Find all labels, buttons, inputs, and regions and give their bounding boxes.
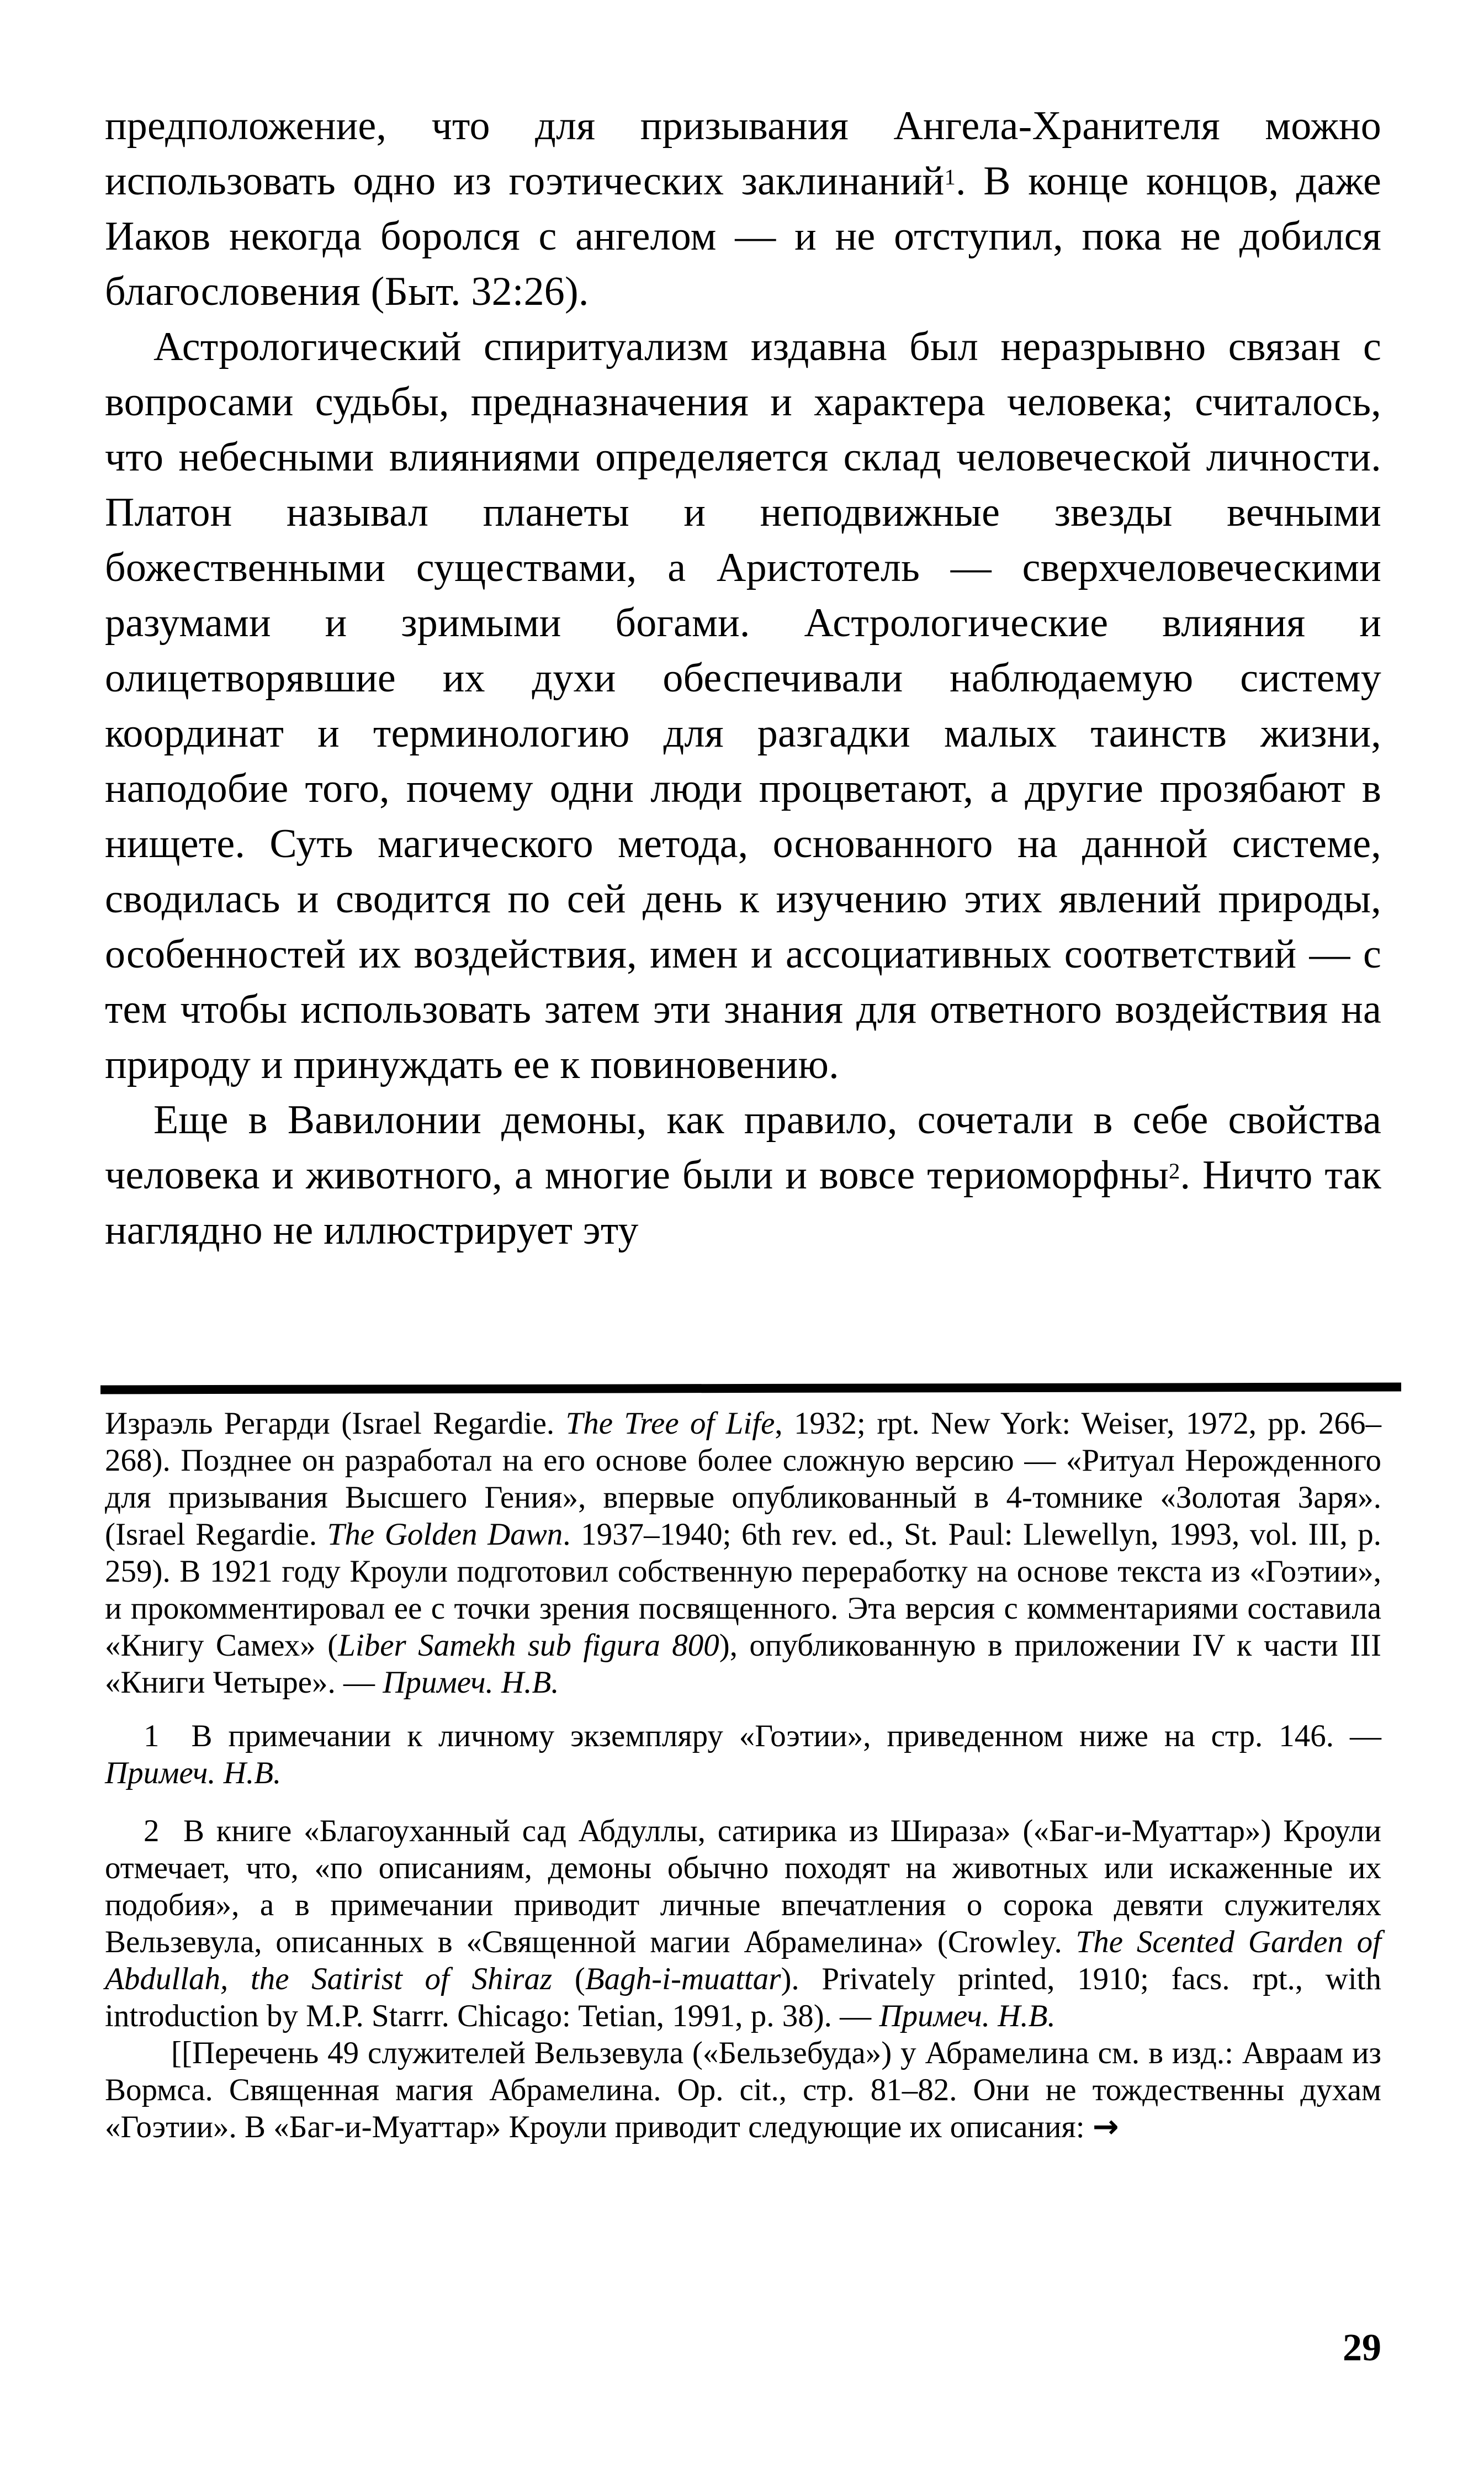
editorial-note: [[Перечень 49 служителей Вельзевула («Бельзебуда») у Абрамелина см. в изд.: Авраам из Вормса. Священная магия Абрамелина. Op. cit., стр. 81–82. Они не тождественны духам «Гоэтии». В «Баг-и-Муаттар» Кроули приводит следующие их описания: → — [105, 2036, 1381, 2145]
footnote-1: 1 В примечании к личному экземпляру «Гоэтии», приведенном ниже на стр. 146. — Примеч. Н.В. — [105, 1719, 1381, 1790]
footnote-2: 2 В книге «Благоуханный сад Абдуллы, сатирика из Шираза» («Баг-и-Муаттар») Кроули отмечает, что, «по описаниям, демоны обычно походят на животных или искаженные их подобия», а в примечании приводит личные впечатления о сорока девяти служителях Вельзевула, описанных в «Священной магии Абрамелина» (Crowley. The Scented Garden of Abdullah, the Satirist of Shiraz (Bagh-i-muattar). Privately printed, 1910; facs. rpt., with introduction by M.P. Starrr. Chicago: Tetian, 1991, p. 38). — Примеч. Н.В. — [105, 1814, 1382, 2033]
footnote-continuation: Израэль Регарди (Israel Regardie. The Tree of Life, 1932; rpt. New York: Weiser, 1972, pp. 266–268). Позднее он разработал на его основе более сложную версию — «Ритуал Нерожденного для призывания Высшего Гения», впервые опубликованный в 4-томнике «Золотая Заря». (Israel Regardie. The Golden Dawn. 1937–1940; 6th rev. ed., St. Paul: Llewellyn, 1993, vol. III, p. 259). В 1921 году Кроули подготовил собственную переработку на основе текста из «Гоэтии», и прокомментировал ее с точки зрения посвященного. Эта версия с комментариями составила «Книгу Самех» (Liber Samekh sub figura 800), опубликованную в приложении IV к части III «Книги Четыре». — Примеч. Н.В. — [105, 1406, 1382, 1700]
continuation-arrow-icon: → — [1092, 2108, 1119, 2145]
body-paragraph-continuation: предположение, что для призывания Ангела-Хранителя можно использовать одно из гоэтических заклинаний$^1$. В конце концов, даже Иаков некогда боролся с ангелом — и не отступил, пока не добился благословения (Быт. 32:26). — [105, 103, 1381, 314]
footnote-reference-mark: 1 — [944, 164, 956, 189]
footnotes-block — [105, 1405, 1381, 2145]
footnote-separator-rule — [100, 1383, 1401, 1394]
page-number: 29 — [1343, 2327, 1381, 2369]
body-paragraph-babylon: Еще в Вавилонии демоны, как правило, сочетали в себе свойства человека и животного, а многие были и вовсе териоморфны$^2$. Ничто так наглядно не иллюстрирует эту — [105, 1097, 1381, 1253]
body-paragraph-astrology: Астрологический спиритуализм издавна был неразрывно связан с вопросами судьбы, предназначения и характера человека; считалось, что небесными влияниями определяется склад человеческой личности. Платон называл планеты и неподвижные звезды вечными божественными существами, а Аристотель — сверхчеловеческими разумами и зримыми богами. Астрологические влияния и олицетворявшие их духи обеспечивали наблюдаемую систему координат и терминологию для разгадки малых таинств жизни, наподобие того, почему одни люди процветают, а другие прозябают в нищете. Суть магического метода, основанного на данной системе, сводилась и сводится по сей день к изучению этих явлений природы, особенностей их воздействия, имен и ассоциативных соответствий — с тем чтобы использовать затем эти знания для ответного воздействия на природу и принуждать ее к повиновению. — [105, 324, 1381, 1087]
footnote-reference-mark: 2 — [1168, 1158, 1180, 1183]
main-text-block — [105, 98, 1381, 1258]
